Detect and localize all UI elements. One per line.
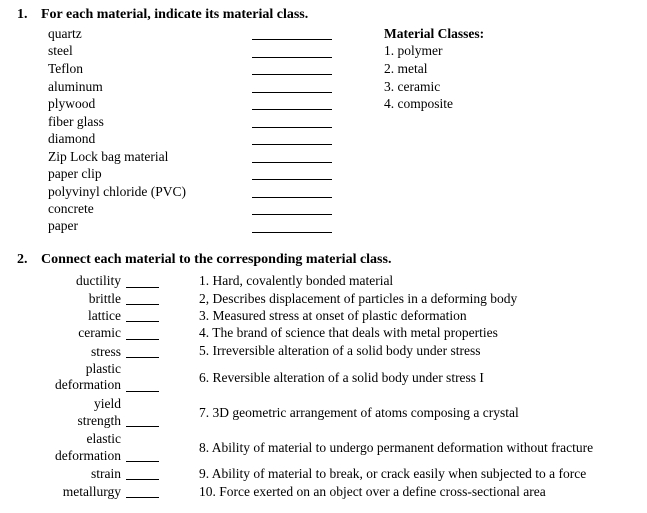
term-item: stress xyxy=(91,344,121,359)
question-2-number: 2. xyxy=(17,252,28,267)
answer-blank[interactable] xyxy=(126,304,159,305)
material-item: fiber glass xyxy=(48,114,104,129)
class-item: 2. metal xyxy=(384,61,428,76)
definition-item: 7. 3D geometric arrangement of atoms composing a crystal xyxy=(199,405,519,420)
definition-item: 8. Ability of material to undergo permanent deformation without fracture xyxy=(199,440,594,455)
definition-item: 6. Reversible alteration of a solid body under stress I xyxy=(199,370,484,385)
term-item: yield xyxy=(94,396,121,411)
material-item: steel xyxy=(48,43,73,58)
definition-item: 3. Measured stress at onset of plastic deformation xyxy=(199,308,467,323)
answer-blank[interactable] xyxy=(126,479,159,480)
definition-item: 10. Force exerted on an object over a define cross-sectional area xyxy=(199,484,546,499)
answer-blank[interactable] xyxy=(126,321,159,322)
answer-blank[interactable] xyxy=(252,109,332,110)
term-item: metallurgy xyxy=(62,484,121,499)
definition-item: 5. Irreversible alteration of a solid body under stress xyxy=(199,343,481,358)
question-2-title: Connect each material to the corresponding material class. xyxy=(41,252,392,267)
class-item: 4. composite xyxy=(384,96,453,111)
term-item: brittle xyxy=(88,291,121,306)
material-item: aluminum xyxy=(48,79,103,94)
term-item: ductility xyxy=(76,273,121,288)
term-item: lattice xyxy=(88,308,121,323)
answer-blank[interactable] xyxy=(252,57,332,58)
answer-blank[interactable] xyxy=(126,461,159,462)
answer-blank[interactable] xyxy=(252,232,332,233)
classes-heading: Material Classes: xyxy=(384,26,485,41)
definition-item: 1. Hard, covalently bonded material xyxy=(199,273,394,288)
answer-blank[interactable] xyxy=(126,357,159,358)
definition-item: 2, Describes displacement of particles in a deforming body xyxy=(199,291,518,306)
material-item: quartz xyxy=(48,26,82,41)
answer-blank[interactable] xyxy=(252,214,332,215)
answer-blank[interactable] xyxy=(252,92,332,93)
material-item: polyvinyl chloride (PVC) xyxy=(48,184,186,199)
answer-blank[interactable] xyxy=(252,74,332,75)
answer-blank[interactable] xyxy=(252,39,332,40)
answer-blank[interactable] xyxy=(126,339,159,340)
term-item: strain xyxy=(91,466,121,481)
question-1-number: 1. xyxy=(17,7,28,22)
answer-blank[interactable] xyxy=(252,179,332,180)
definition-item: 9. Ability of material to break, or crack easily when subjected to a force xyxy=(199,466,587,481)
material-item: concrete xyxy=(48,201,94,216)
class-item: 1. polymer xyxy=(384,43,443,58)
class-item: 3. ceramic xyxy=(384,79,441,94)
answer-blank[interactable] xyxy=(252,127,332,128)
material-item: Zip Lock bag material xyxy=(48,149,169,164)
material-item: diamond xyxy=(48,131,96,146)
definition-item: 4. The brand of science that deals with metal properties xyxy=(199,325,498,340)
material-item: paper xyxy=(48,218,78,233)
question-1-title: For each material, indicate its material class. xyxy=(41,7,309,22)
material-item: paper clip xyxy=(48,166,102,181)
term-item: plastic xyxy=(85,361,121,376)
answer-blank[interactable] xyxy=(252,162,332,163)
term-item: deformation xyxy=(55,448,121,463)
material-item: Teflon xyxy=(48,61,84,76)
answer-blank[interactable] xyxy=(126,391,159,392)
answer-blank[interactable] xyxy=(252,144,332,145)
term-item: elastic xyxy=(86,431,121,446)
material-item: plywood xyxy=(48,96,96,111)
answer-blank[interactable] xyxy=(126,426,159,427)
term-item: deformation xyxy=(55,377,121,392)
term-item: ceramic xyxy=(78,325,121,340)
answer-blank[interactable] xyxy=(126,497,159,498)
term-item: strength xyxy=(77,413,121,428)
answer-blank[interactable] xyxy=(252,197,332,198)
answer-blank[interactable] xyxy=(126,287,159,288)
